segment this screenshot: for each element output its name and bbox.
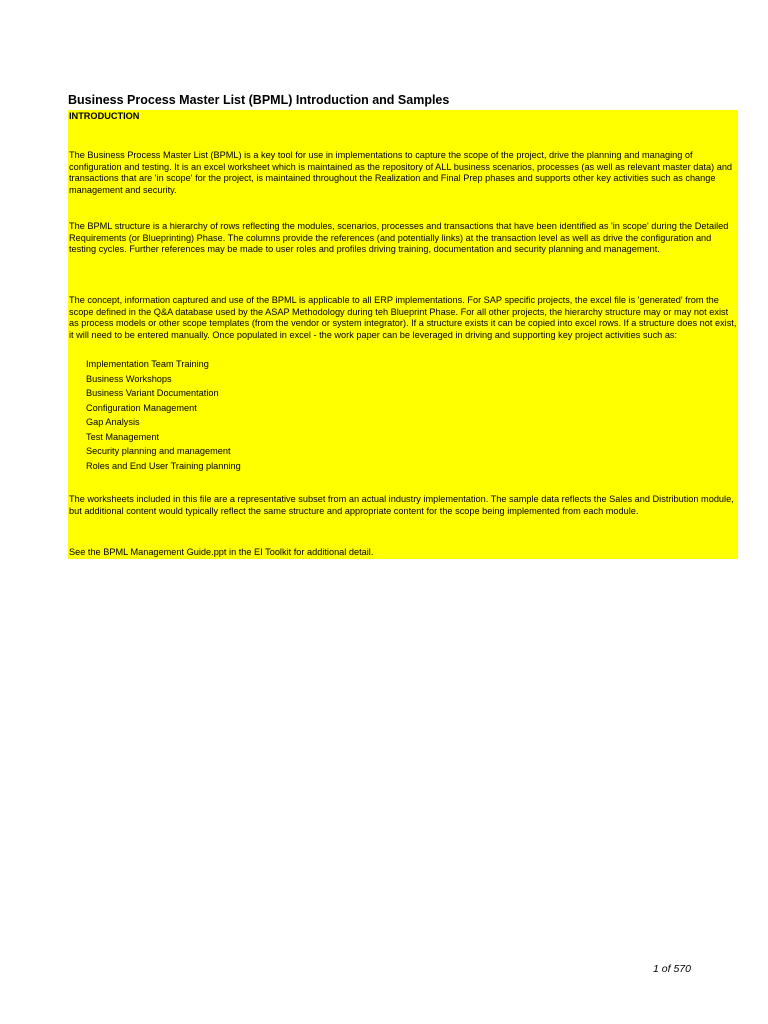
list-item: Business Variant Documentation [86,388,219,398]
page-total: 570 [673,963,691,975]
intro-paragraph-2: The BPML structure is a hierarchy of rows reflecting the modules, scenarios, processes and transactions that have been identified as 'in scope' during the Detailed Requirements (or Blueprinting) Phase. The columns provide the references (and potentially links) at the transaction level as well as drive the configuration and testing cycles. Further references may be made to user roles and profiles driving training, documentation and security planning and management. [69,221,729,255]
intro-paragraph-1: The Business Process Master List (BPML) is a key tool for use in implementations to capture the scope of the project, drive the planning and managing of configuration and testing. It is an excel worksheet which is maintained as the repository of ALL business scenarios, processes (as well as relevant master data) and transactions that are 'in scope' for the project, is maintained throughout the Realization and Final Prep phases and supports other key activities such as change management and security. [69,150,733,196]
page-current: 1 [653,963,659,975]
intro-paragraph-3: The concept, information captured and use of the BPML is applicable to all ERP implementations. For SAP specific projects, the excel file is 'generated' from the scope defined in the Q&A database used by the ASAP Methodology during teh Blueprint Phase. For all other projects, the hierarchy structure may or may not exist as process models or other scope templates (from the vendor or system integrator). If a structure exists it can be copied into excel rows. If a structure does not exist, it will need to be entered manually. Once populated in excel - the work paper can be leveraged in driving and supporting key project activities such as: [69,295,737,341]
introduction-block [68,110,738,559]
intro-paragraph-4: The worksheets included in this file are a representative subset from an actual industry implementation. The sample data reflects the Sales and Distribution module, but additional content would typically reflect the same structure and appropriate content for the scope being implemented from each module. [69,494,734,516]
page-number [653,963,691,975]
list-item: Security planning and management [86,446,231,456]
intro-paragraph-5: See the BPML Management Guide.ppt in the EI Toolkit for additional detail. [69,547,374,557]
document-title: Business Process Master List (BPML) Introduction and Samples [68,93,450,107]
list-item: Implementation Team Training [86,359,209,369]
list-item: Configuration Management [86,402,197,413]
list-item: Gap Analysis [86,417,140,427]
list-item: Business Workshops [86,373,172,384]
activities-list [86,357,241,473]
page-of: of [661,963,671,975]
list-item: Test Management [86,431,160,442]
section-heading: INTRODUCTION [69,111,140,121]
list-item: Roles and End User Training planning [86,460,241,471]
